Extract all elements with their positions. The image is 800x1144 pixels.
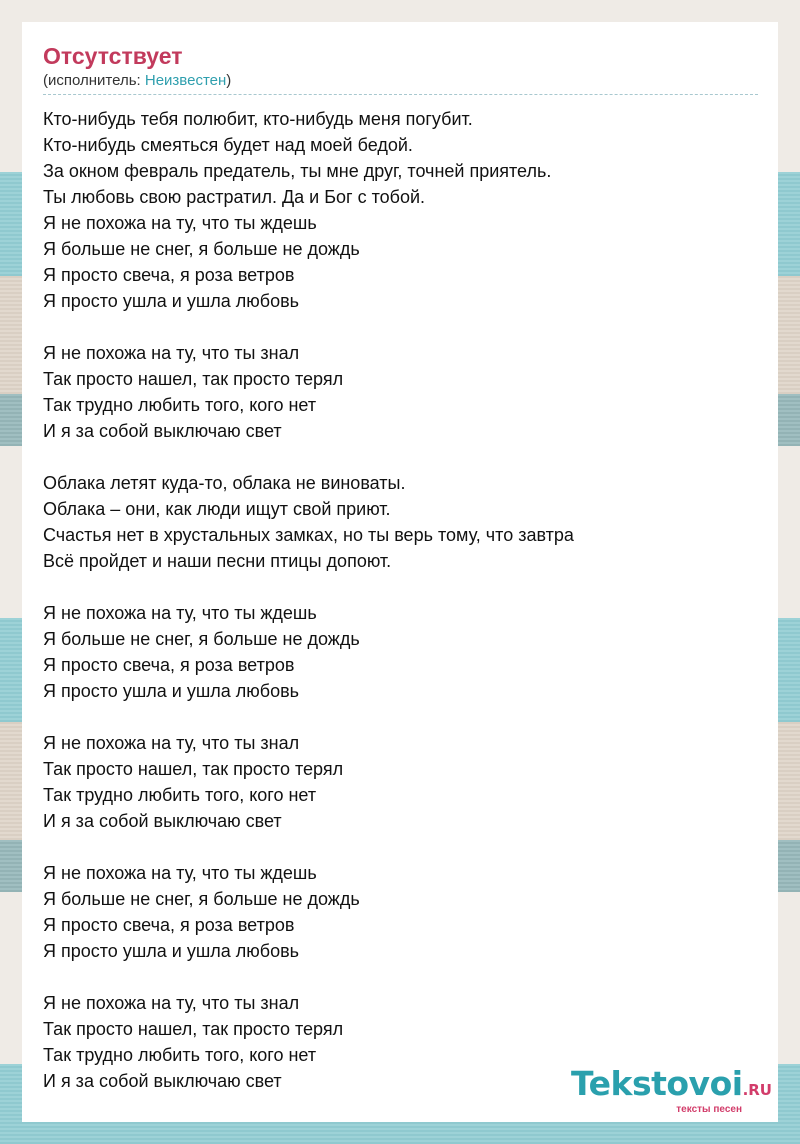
lyrics-line: Так просто нашел, так просто терял: [43, 1019, 344, 1039]
lyrics-line: Так трудно любить того, кого нет: [43, 1045, 317, 1065]
lyrics-line: Облака – они, как люди ищут свой приют.: [43, 499, 391, 519]
lyrics-line: Я не похожа на ту, что ты знал: [43, 343, 300, 363]
lyrics-line: Так трудно любить того, кого нет: [43, 785, 317, 805]
lyrics-stanza: [43, 860, 758, 964]
lyrics-line: Я не похожа на ту, что ты ждешь: [43, 863, 317, 883]
lyrics-line: Я не похожа на ту, что ты ждешь: [43, 603, 317, 623]
lyrics-line: И я за собой выключаю свет: [43, 421, 282, 441]
lyrics-line: Я просто свеча, я роза ветров: [43, 655, 295, 675]
logo-wordmark: [571, 1064, 772, 1107]
lyrics-line: Я просто ушла и ушла любовь: [43, 941, 300, 961]
lyrics-line: Я просто свеча, я роза ветров: [43, 915, 295, 935]
lyrics-line: Я не похожа на ту, что ты знал: [43, 993, 300, 1013]
lyrics-line: Кто-нибудь смеяться будет над моей бедой.: [43, 135, 413, 155]
lyrics-line: Я просто свеча, я роза ветров: [43, 265, 295, 285]
lyrics-line: Я больше не снег, я больше не дождь: [43, 629, 360, 649]
lyrics-line: Я просто ушла и ушла любовь: [43, 291, 300, 311]
lyrics-line: Так просто нашел, так просто терял: [43, 759, 344, 779]
lyrics-line: Так просто нашел, так просто терял: [43, 369, 344, 389]
logo-tagline: тексты песен: [676, 1104, 742, 1115]
lyrics-line: Я больше не снег, я больше не дождь: [43, 239, 360, 259]
artist-suffix: ): [226, 72, 232, 89]
lyrics-body: [43, 106, 758, 1094]
lyrics-line: За окном февраль предатель, ты мне друг, точней приятель.: [43, 161, 552, 181]
artist-line: [43, 71, 758, 95]
logo-name: Tekstovoi: [571, 1064, 743, 1103]
lyrics-line: Так трудно любить того, кого нет: [43, 395, 317, 415]
lyrics-sheet: [22, 22, 778, 1122]
song-title: Отсутствует: [43, 43, 183, 69]
lyrics-line: Я просто ушла и ушла любовь: [43, 681, 300, 701]
lyrics-line: И я за собой выключаю свет: [43, 811, 282, 831]
lyrics-line: Я не похожа на ту, что ты знал: [43, 733, 300, 753]
lyrics-line: Облака летят куда-то, облака не виноваты.: [43, 473, 406, 493]
lyrics-line: Ты любовь свою растратил. Да и Бог с тобой.: [43, 187, 426, 207]
lyrics-line: Я больше не снег, я больше не дождь: [43, 889, 360, 909]
lyrics-stanza: [43, 340, 758, 444]
lyrics-line: Счастья нет в хрустальных замках, но ты верь тому, что завтра: [43, 525, 574, 545]
lyrics-stanza: [43, 600, 758, 704]
lyrics-line: И я за собой выключаю свет: [43, 1071, 282, 1091]
lyrics-stanza: [43, 470, 758, 574]
artist-prefix: (исполнитель:: [43, 72, 145, 89]
artist-link[interactable]: Неизвестен: [144, 72, 227, 89]
lyrics-line: Я не похожа на ту, что ты ждешь: [43, 213, 317, 233]
lyrics-stanza: [43, 730, 758, 834]
site-logo[interactable]: [571, 1064, 772, 1116]
logo-tld: .RU: [742, 1081, 772, 1099]
lyrics-line: Кто-нибудь тебя полюбит, кто-нибудь меня погубит.: [43, 109, 473, 129]
lyrics-line: Всё пройдет и наши песни птицы допоют.: [43, 551, 392, 571]
lyrics-stanza: [43, 106, 758, 314]
